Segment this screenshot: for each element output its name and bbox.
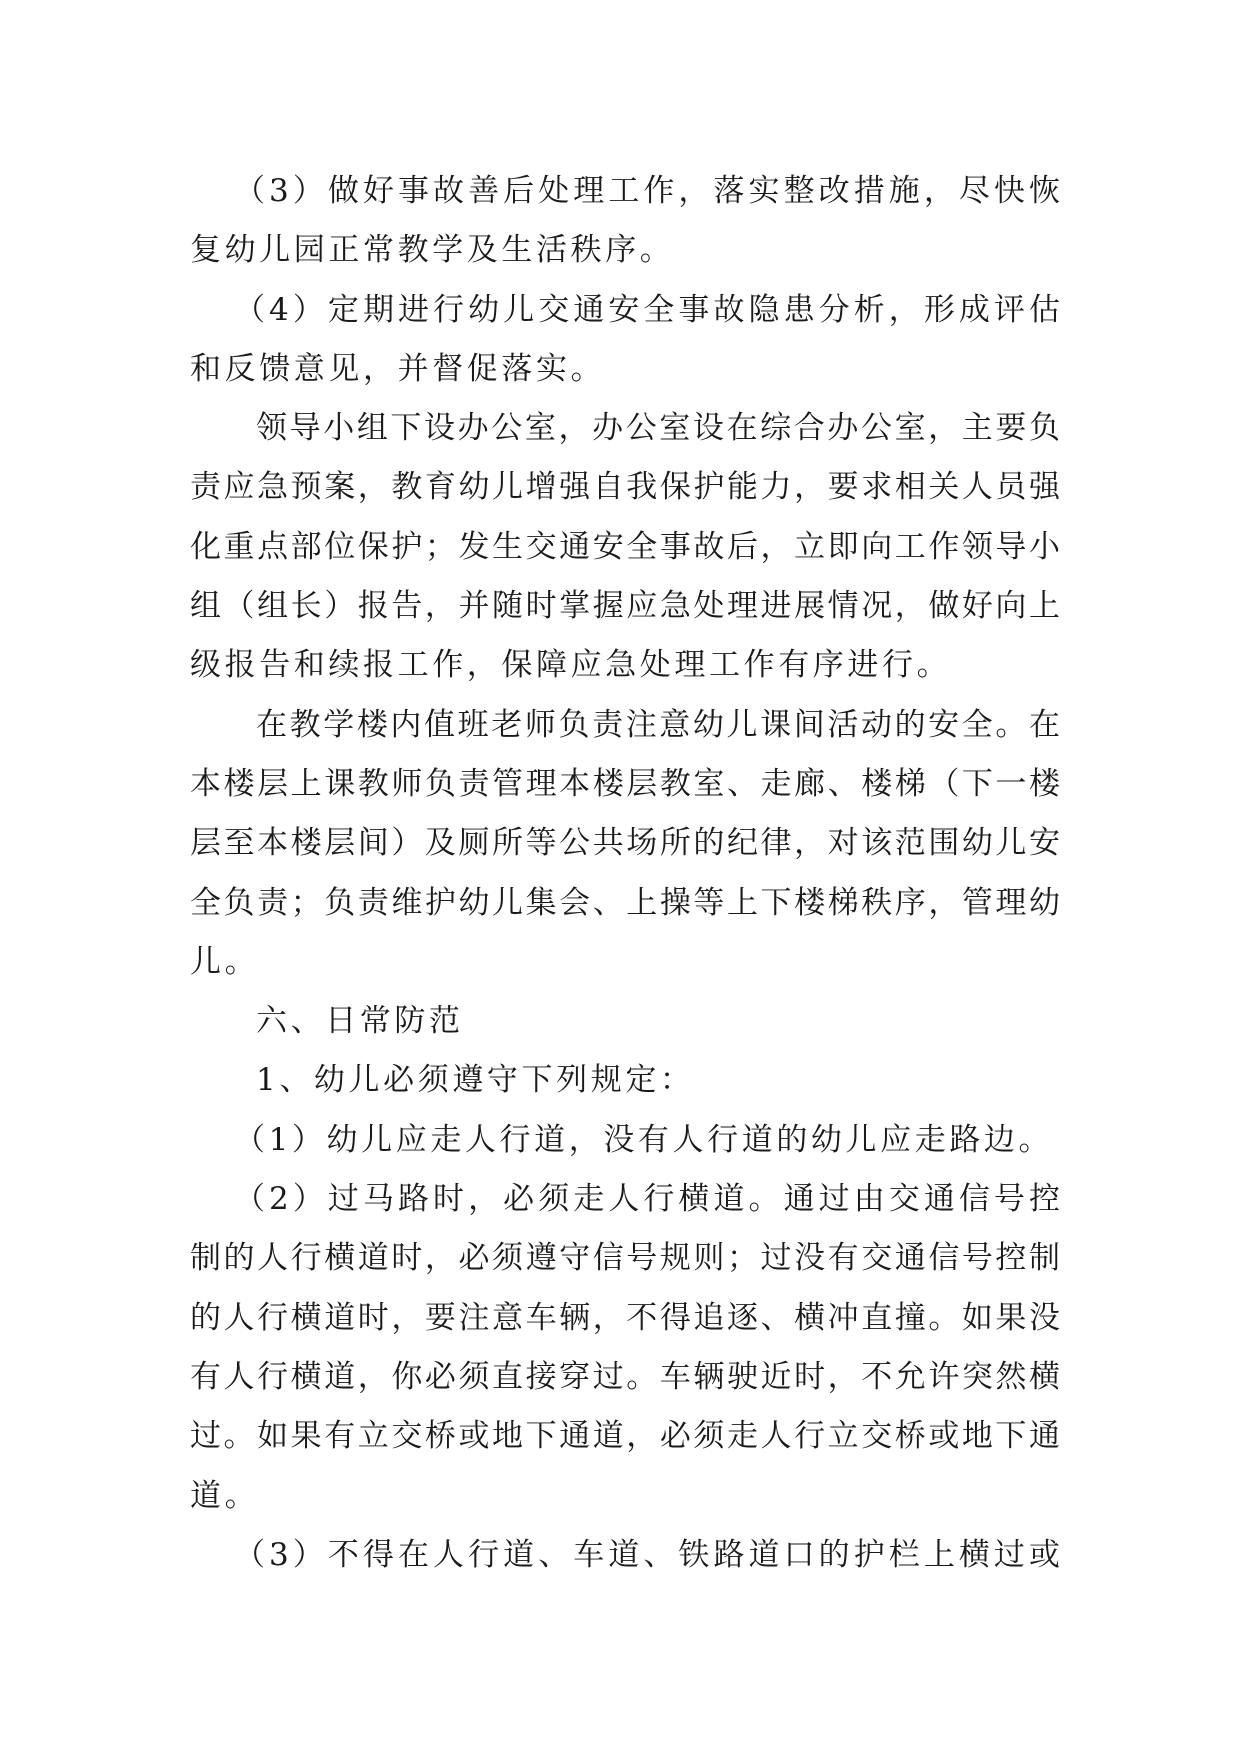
paragraph-hazard-analysis [190,281,1060,400]
text-line: 过。如果有立交桥或地下通道，必须走人行立交桥或地下通 [190,1418,1060,1455]
text-line: 级报告和续报工作，保障应急处理工作有序进行。 [190,647,952,684]
text-line: 化重点部位保护；发生交通安全事故后，立即向工作领导小 [190,528,1060,565]
text-line: 复幼儿园正常教学及生活秩序。 [190,232,675,269]
section-heading-daily-prevention [190,992,1060,1051]
text-line: 有人行横道，你必须直接穿过。车辆驶近时，不允许突然横 [190,1358,1060,1395]
text-line: 和反馈意见，并督促落实。 [190,350,606,387]
paragraph-accident-aftermath [190,162,1060,281]
text-line: （1）幼儿应走人行道，没有人行道的幼儿应走路边。 [234,1121,1054,1158]
text-line: 在教学楼内值班老师负责注意幼儿课间活动的安全。在 [256,706,1060,743]
paragraph-rules-intro [190,1051,1060,1110]
paragraph-rule-1 [190,1111,1060,1170]
text-line: 本楼层上课教师负责管理本楼层教室、走廊、楼梯（下一楼 [190,765,1060,802]
paragraph-rule-2 [190,1170,1060,1526]
text-line: 层至本楼层间）及厕所等公共场所的纪律，对该范围幼儿安 [190,825,1060,862]
paragraph-rule-3 [190,1526,1060,1585]
text-line: （3）不得在人行道、车道、铁路道口的护栏上横过或 [234,1536,1060,1573]
text-line: 责应急预案，教育幼儿增强自我保护能力，要求相关人员强 [190,469,1060,506]
text-line: 领导小组下设办公室，办公室设在综合办公室，主要负 [256,410,1060,447]
text-line: 制的人行横道时，必须遵守信号规则；过没有交通信号控制 [190,1240,1060,1277]
text-line: 的人行横道时，要注意车辆，不得追逐、横冲直撞。如果没 [190,1299,1060,1336]
text-line: 全负责；负责维护幼儿集会、上操等上下楼梯秩序，管理幼 [190,884,1060,921]
paragraph-leadership-office [190,399,1060,695]
text-line: 1、幼儿必须遵守下列规定： [256,1062,695,1099]
text-line: 儿。 [190,943,260,980]
text-line: （4）定期进行幼儿交通安全事故隐患分析，形成评估 [234,291,1060,328]
text-line: 道。 [190,1477,260,1514]
document-body [190,162,1060,1585]
text-line: 组（组长）报告，并随时掌握应急处理进展情况，做好向上 [190,588,1060,625]
text-line: （2）过马路时，必须走人行横道。通过由交通信号控 [234,1181,1060,1218]
section-heading: 六、日常防范 [256,1003,464,1040]
paragraph-duty-teachers [190,696,1060,992]
text-line: （3）做好事故善后处理工作，落实整改措施，尽快恢 [234,173,1060,209]
